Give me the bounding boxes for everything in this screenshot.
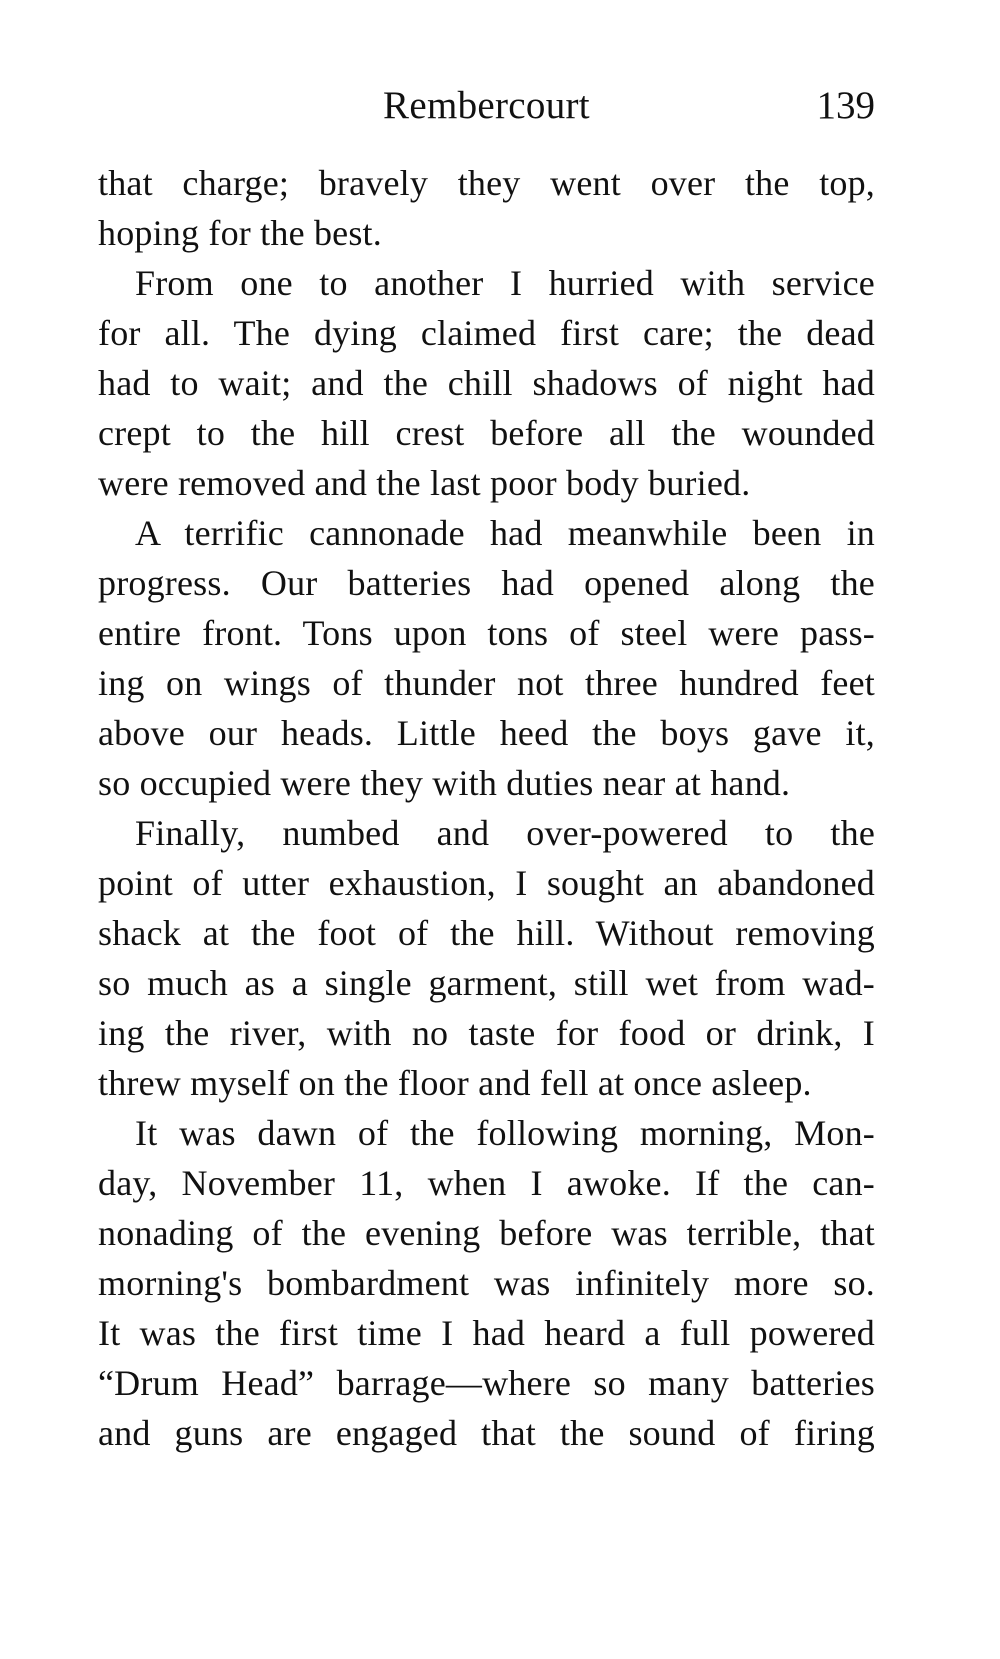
text-line: It was dawn of the following morning, Mon- (135, 1113, 875, 1153)
text-line: were removed and the last poor body buried. (98, 463, 751, 503)
text-line: From one to another I hurried with service (135, 263, 875, 303)
page-number: 139 (816, 84, 875, 127)
text-line: It was the first time I had heard a full powered (98, 1313, 875, 1353)
text-line: nonading of the evening before was terrible, that (98, 1213, 875, 1253)
text-line: morning's bombardment was infinitely more so. (98, 1263, 875, 1303)
text-line: entire front. Tons upon tons of steel were pass- (98, 613, 875, 653)
text-line: ing the river, with no taste for food or drink, I (98, 1013, 875, 1053)
page-header (98, 80, 875, 140)
text-line: Finally, numbed and over-powered to the (135, 813, 875, 853)
text-line: for all. The dying claimed first care; the dead (98, 313, 875, 353)
text-line: “Drum Head” barrage—where so many batteries (98, 1363, 875, 1403)
running-title: Rembercourt (383, 84, 590, 127)
text-line: above our heads. Little heed the boys gave it, (98, 713, 875, 753)
text-line: point of utter exhaustion, I sought an abandoned (98, 863, 875, 903)
text-line: progress. Our batteries had opened along the (98, 563, 875, 603)
text-line: so occupied were they with duties near at hand. (98, 763, 791, 803)
text-line: A terrific cannonade had meanwhile been in (135, 513, 875, 553)
text-line: shack at the foot of the hill. Without removing (98, 913, 875, 953)
text-line: so much as a single garment, still wet from wad- (98, 963, 875, 1003)
text-line: that charge; bravely they went over the top, (98, 163, 875, 203)
text-line: ing on wings of thunder not three hundred feet (98, 663, 875, 703)
text-line: day, November 11, when I awoke. If the can- (98, 1163, 875, 1203)
text-line: hoping for the best. (98, 213, 382, 253)
text-line: and guns are engaged that the sound of firing (98, 1413, 875, 1453)
text-line: had to wait; and the chill shadows of night had (98, 363, 875, 403)
text-line: crept to the hill crest before all the wounded (98, 413, 875, 453)
text-line: threw myself on the floor and fell at once asleep. (98, 1063, 812, 1103)
